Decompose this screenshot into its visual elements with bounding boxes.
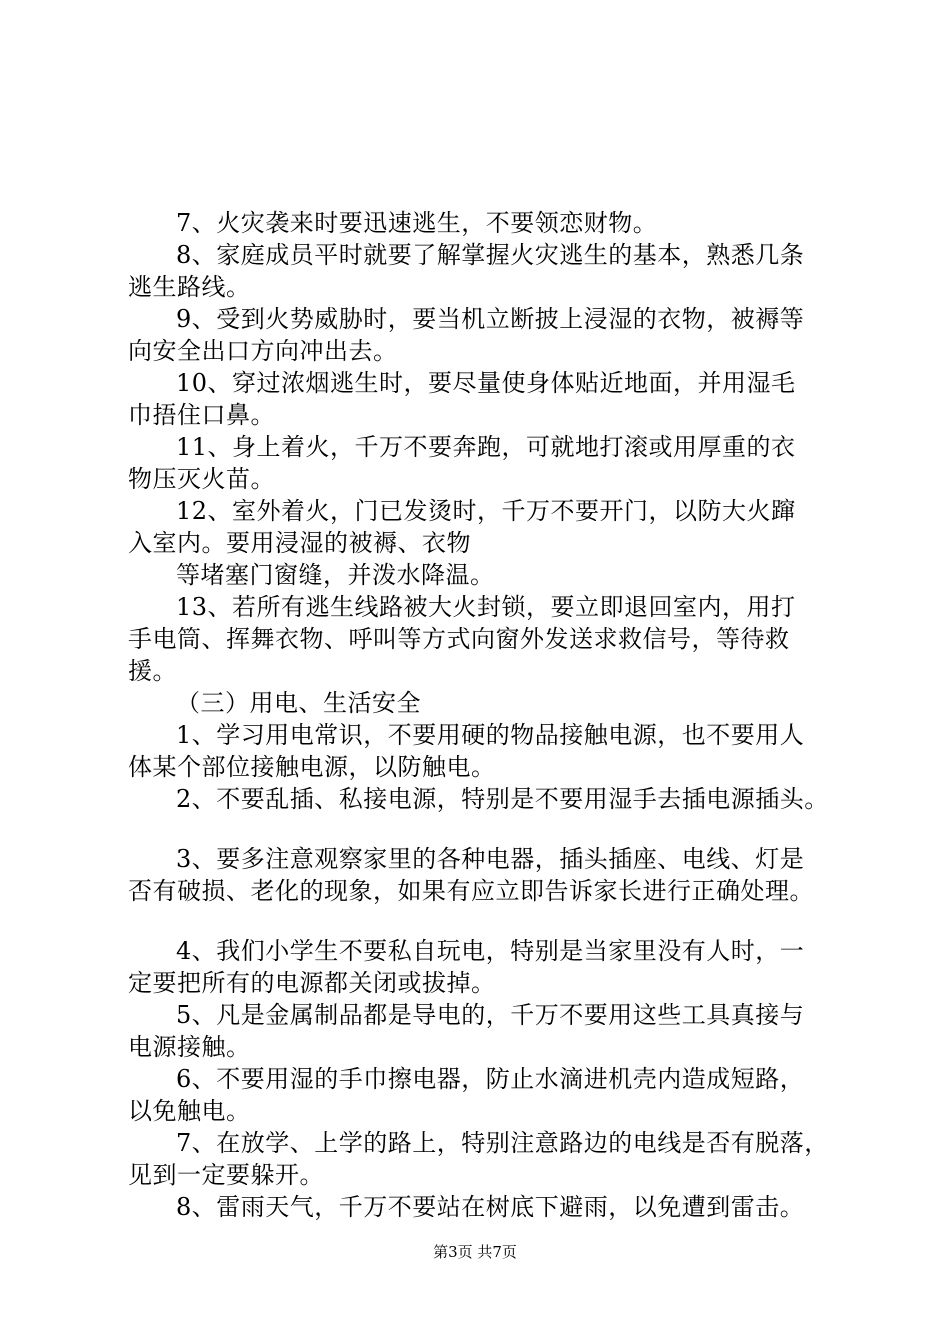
text-line: 8、雷雨天气，千万不要站在树底下避雨，以免遭到雷击。 <box>176 1193 805 1221</box>
text-line: 6、不要用湿的手巾擦电器，防止水滴进机壳内造成短路， <box>176 1065 805 1093</box>
text-line: 5、凡是金属制品都是导电的，千万不要用这些工具真接与 <box>176 1001 805 1029</box>
text-line: 电源接触。 <box>128 1033 251 1061</box>
text-line: 13、若所有逃生线路被大火封锁，要立即退回室内，用打 <box>176 593 796 621</box>
text-line: 4、我们小学生不要私自玩电，特别是当家里没有人时，一 <box>176 937 805 965</box>
text-line: 等堵塞门窗缝，并泼水降温。 <box>176 561 495 589</box>
text-line: 手电筒、挥舞衣物、呼叫等方式向窗外发送求救信号，等待救 <box>128 625 790 653</box>
text-line: 见到一定要躲开。 <box>128 1161 324 1189</box>
text-line: 巾捂住口鼻。 <box>128 401 275 429</box>
text-line: 9、受到火势威胁时，要当机立断披上浸湿的衣物，被褥等 <box>176 305 805 333</box>
text-line: 1、学习用电常识，不要用硬的物品接触电源，也不要用人 <box>176 721 805 749</box>
text-line: 12、室外着火，门已发烫时，千万不要开门，以防大火蹿 <box>176 497 796 525</box>
text-line: 否有破损、老化的现象，如果有应立即告诉家长进行正确处理。 <box>128 877 814 905</box>
text-line: 体某个部位接触电源，以防触电。 <box>128 753 496 781</box>
text-line: 定要把所有的电源都关闭或拔掉。 <box>128 969 496 997</box>
page-number: 第3页 共7页 <box>433 1243 517 1261</box>
text-line: 7、火灾袭来时要迅速逃生，不要领恋财物。 <box>176 209 658 237</box>
text-line: 以免触电。 <box>128 1097 251 1125</box>
text-line: 11、身上着火，千万不要奔跑，可就地打滚或用厚重的衣 <box>176 433 796 461</box>
text-line: 物压灭火苗。 <box>128 465 275 493</box>
text-line: 向安全出口方向冲出去。 <box>128 337 398 365</box>
text-line: 入室内。要用浸湿的被褥、衣物 <box>128 529 471 557</box>
text-line: 援。 <box>128 657 177 685</box>
text-line: 8、家庭成员平时就要了解掌握火灾逃生的基本，熟悉几条 <box>176 241 805 269</box>
text-line: 2、不要乱插、私接电源，特别是不要用湿手去插电源插头。 <box>176 785 829 813</box>
section-heading: （三）用电、生活安全 <box>176 689 421 717</box>
text-line: 逃生路线。 <box>128 273 251 301</box>
text-line: 3、要多注意观察家里的各种电器，插头插座、电线、灯是 <box>176 845 805 873</box>
text-line: 7、在放学、上学的路上，特别注意路边的电线是否有脱落， <box>176 1129 829 1157</box>
text-line: 10、穿过浓烟逃生时，要尽量使身体贴近地面，并用湿毛 <box>176 369 796 397</box>
